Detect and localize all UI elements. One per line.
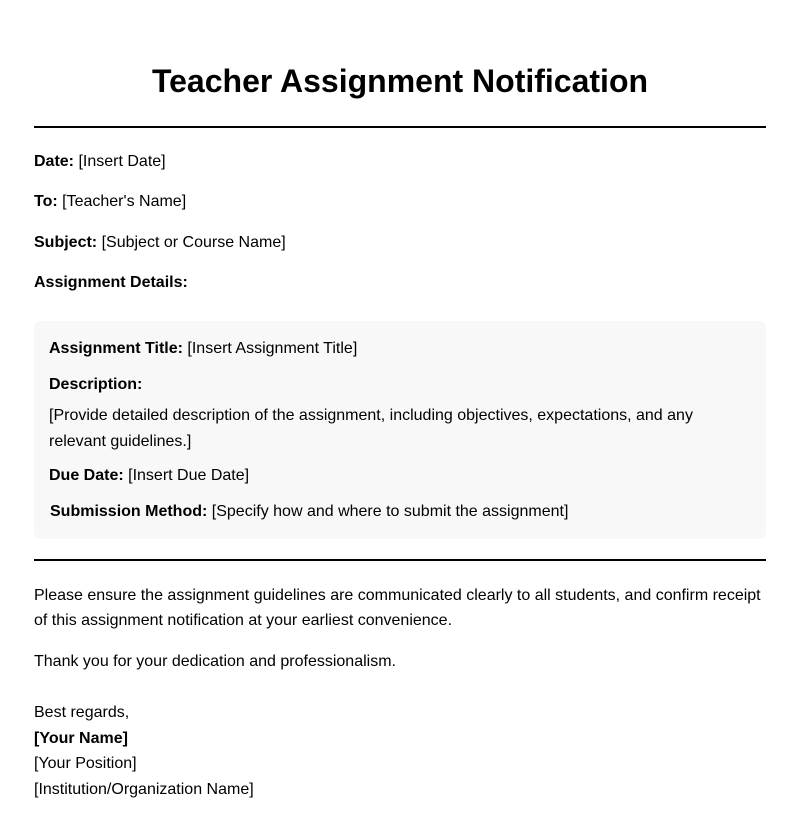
signature-block (34, 700, 254, 803)
sender-organization: [Institution/Organization Name] (34, 781, 254, 799)
instructions-paragraph: Please ensure the assignment guidelines are communicated clearly to all students, and confirm receipt of this assignment notification at your earliest convenience. (34, 587, 761, 629)
assignment-title-label: Assignment Title: (49, 340, 183, 357)
to-label: To: (34, 193, 58, 210)
closing-text: Best regards, (34, 704, 130, 721)
description-label: Description: (49, 376, 143, 393)
date-label: Date: (34, 153, 75, 170)
description-heading (49, 374, 142, 396)
assignment-title-line (49, 338, 357, 360)
subject-value: [Subject or Course Name] (101, 234, 286, 251)
date-line (34, 151, 166, 173)
to-line (34, 191, 186, 213)
submission-method-line (50, 501, 568, 523)
description-text: [Provide detailed description of the assignment, including objectives, expectations, and any relevant guidelines.] (49, 407, 693, 450)
submission-method-label: Submission Method: (50, 503, 208, 520)
thanks-paragraph: Thank you for your dedication and professionalism. (34, 653, 396, 670)
due-date-line (49, 465, 249, 487)
subject-label: Subject: (34, 234, 98, 251)
to-value: [Teacher's Name] (62, 193, 187, 210)
assignment-details-heading (34, 272, 188, 294)
assignment-details-label: Assignment Details: (34, 274, 188, 291)
assignment-title-value: [Insert Assignment Title] (187, 340, 358, 357)
bottom-divider (34, 559, 766, 561)
submission-method-value: [Specify how and where to submit the assignment] (211, 503, 569, 520)
assignment-details-box (34, 321, 766, 539)
sender-position: [Your Position] (34, 755, 137, 773)
due-date-value: [Insert Due Date] (128, 467, 250, 484)
top-divider (34, 126, 766, 128)
subject-line (34, 232, 286, 254)
due-date-label: Due Date: (49, 467, 124, 484)
sender-name: [Your Name] (34, 729, 128, 747)
date-value: [Insert Date] (78, 153, 166, 170)
page-title: Teacher Assignment Notification (151, 63, 649, 99)
